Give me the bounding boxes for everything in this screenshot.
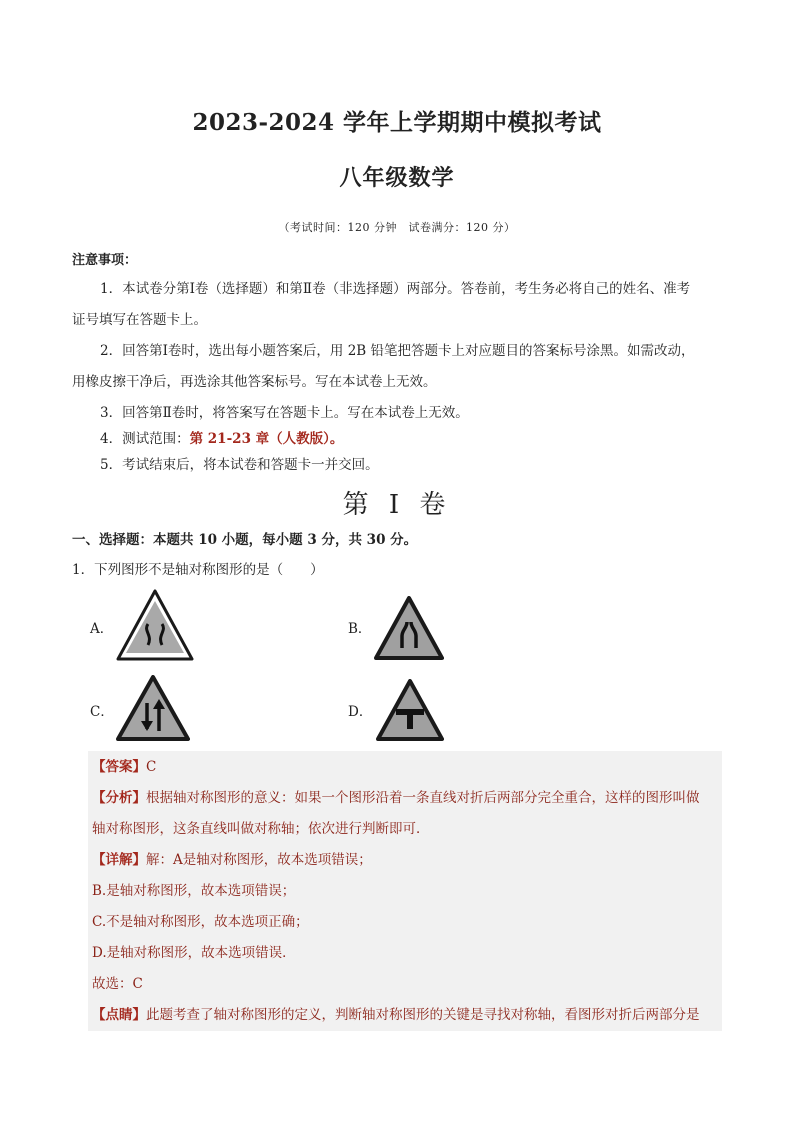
comment-line-1: 【点睛】此题考查了轴对称图形的定义，判断轴对称图形的关键是寻找对称轴，看图形对折后两部分是 xyxy=(92,1007,700,1023)
exam-info: （考试时间：120 分钟 试卷满分：120 分） xyxy=(278,221,516,234)
answer-line xyxy=(92,757,722,777)
section-heading: 一、选择题：本题共 10 小题，每小题 3 分，共 30 分。 xyxy=(72,532,418,548)
notice-item-5-line: 5．考试结束后，将本试卷和答题卡一并交回。 xyxy=(100,457,379,473)
notice-item-1-line1: 1．本试卷分第Ⅰ卷（选择题）和第Ⅱ卷（非选择题）两部分。答卷前，考生务必将自己的姓名、准考 xyxy=(100,281,691,297)
notice-item-4-suffix: 。 xyxy=(329,431,344,447)
notice-item-2 xyxy=(72,336,722,398)
analysis-line-1: 【分析】根据轴对称图形的意义：如果一个图形沿着一条直线对折后两部分完全重合，这样的图形叫做 xyxy=(92,790,700,806)
detail-line-1: 【详解】解：A是轴对称图形，故本选项错误； xyxy=(92,852,372,868)
road-narrows-sign-icon xyxy=(116,589,194,661)
question-1-stem: 1．下列图形不是轴对称图形的是（ ） xyxy=(72,562,324,578)
notice-item-1 xyxy=(72,274,722,336)
volume-title: 第 I 卷 xyxy=(342,490,452,520)
two-way-traffic-sign-icon xyxy=(116,675,190,741)
detail-line-3: C.不是轴对称图形，故本选项正确； xyxy=(92,914,309,930)
detail-line-2: B.是轴对称图形，故本选项错误； xyxy=(92,883,296,899)
option-a-label: A． xyxy=(90,621,114,637)
comment-tag: 【点睛】 xyxy=(92,1007,146,1023)
option-d-label: D． xyxy=(348,704,373,720)
analysis-tag: 【分析】 xyxy=(92,790,146,806)
notice-item-2-line2: 用橡皮擦干净后，再选涂其他答案标号。写在本试卷上无效。 xyxy=(72,374,437,390)
option-b-label: B． xyxy=(348,621,372,637)
exam-subtitle: 八年级数学 xyxy=(339,165,455,191)
answer-value: C xyxy=(146,759,157,775)
detail-line-4: D.是轴对称图形，故本选项错误． xyxy=(92,945,296,961)
analysis-line-2: 轴对称图形，这条直线叫做对称轴；依次进行判断即可． xyxy=(92,821,430,837)
notice-item-1-line2: 证号填写在答题卡上。 xyxy=(72,312,207,328)
final-choice: 故选：C xyxy=(92,976,143,992)
t-junction-sign-icon xyxy=(376,679,444,741)
notice-item-4 xyxy=(72,425,722,453)
road-narrows-left-sign-icon xyxy=(374,596,444,660)
notice-heading: 注意事项： xyxy=(72,253,138,268)
notice-item-5 xyxy=(72,451,722,479)
detail-tag: 【详解】 xyxy=(92,852,146,868)
notice-item-3-line: 3．回答第Ⅱ卷时，将答案写在答题卡上。写在本试卷上无效。 xyxy=(100,405,469,421)
exam-title: 2023-2024 学年上学期期中模拟考试 xyxy=(192,109,602,136)
notice-item-4-prefix: 4．测试范围： xyxy=(100,431,190,447)
notice-item-2-line1: 2．回答第Ⅰ卷时，选出每小题答案后，用 2B 铅笔把答题卡上对应题目的答案标号涂黑。如需改动， xyxy=(100,343,695,359)
option-c-label: C． xyxy=(90,704,114,720)
test-range: 第 21-23 章（人教版） xyxy=(189,431,330,447)
answer-tag: 【答案】 xyxy=(92,759,146,775)
